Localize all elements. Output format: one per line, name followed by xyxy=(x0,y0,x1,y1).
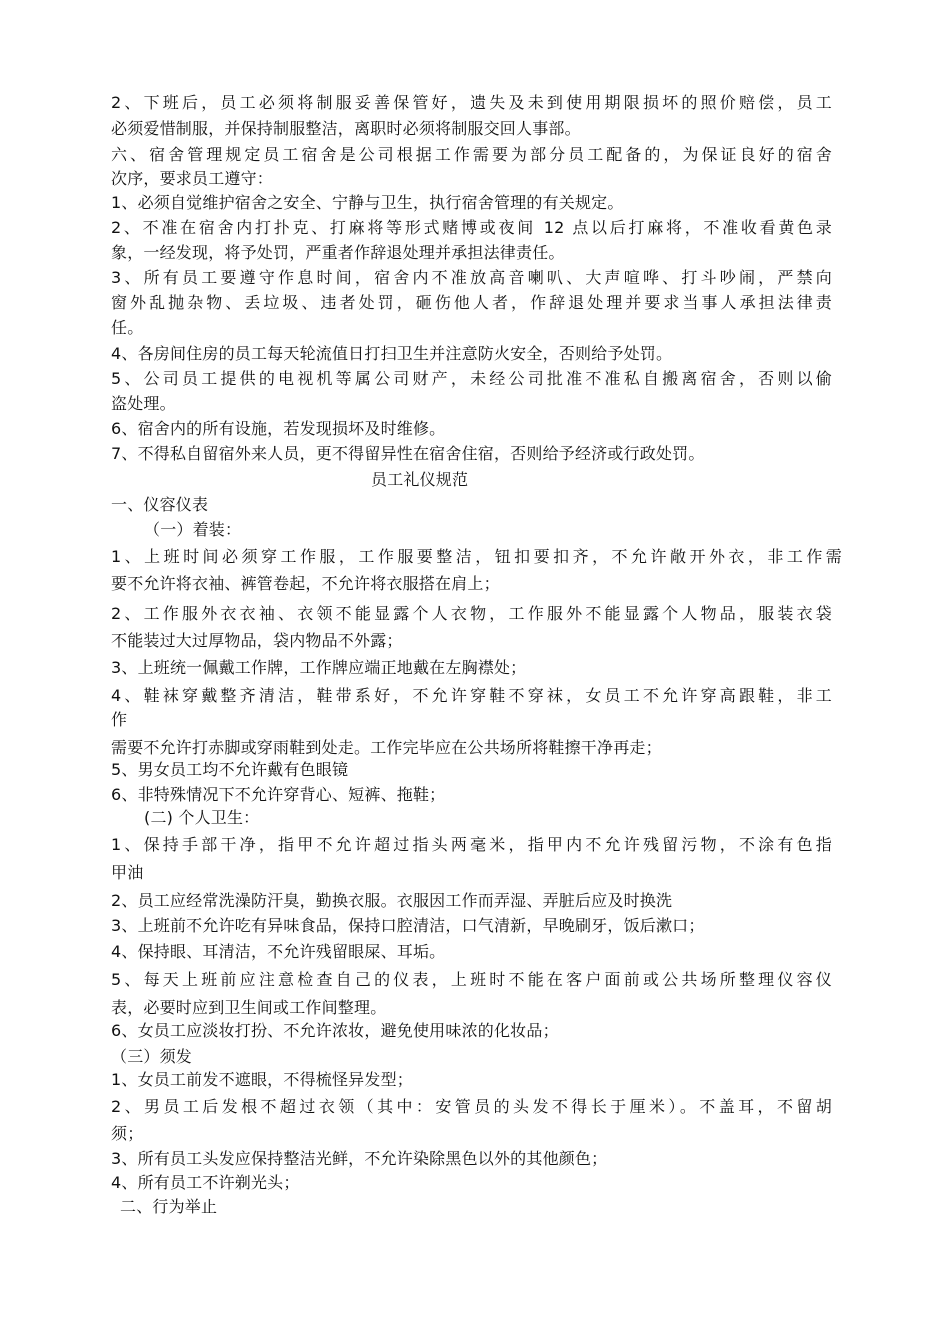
hygiene-item-line: 2、员工应经常洗澡防汗臭，勤换衣服。衣服因工作而弄湿、弄脏后应及时换洗 xyxy=(111,891,673,910)
hygiene-item-line: 3、上班前不允许吃有异味食品，保持口腔清洁，口气清新，早晚刷牙，饭后漱口； xyxy=(111,916,705,935)
etiquette-title: 员工礼仪规范 xyxy=(371,470,469,489)
hair-item-line: 2、男员工后发根不超过衣领（其中：安管员的头发不得长于厘米）。不盖耳，不留胡 xyxy=(111,1097,832,1116)
part-1-heading: 一、仪容仪表 xyxy=(111,495,209,514)
dormitory-item-7: 7、不得私自留宿外来人员，更不得留异性在宿舍住宿，否则给予经济或行政处罚。 xyxy=(111,444,705,463)
hygiene-heading: (二) 个人卫生： xyxy=(144,808,260,827)
part-2-heading: 二、行为举止 xyxy=(120,1197,218,1216)
hair-item-line: 4、所有员工不许剃光头； xyxy=(111,1173,300,1192)
dormitory-item-2-line-2: 象，一经发现，将予处罚，严重者作辞退处理并承担法律责任。 xyxy=(111,243,565,262)
dress-item-line: 6、非特殊情况下不允许穿背心、短裤、拖鞋； xyxy=(111,785,446,804)
dormitory-item-5-line-2: 盗处理。 xyxy=(111,394,176,413)
dormitory-item-4: 4、各房间住房的员工每天轮流值日打扫卫生并注意防火安全，否则给予处罚。 xyxy=(111,344,673,363)
hair-heading: （三）须发 xyxy=(111,1047,193,1066)
dress-item-line: 不能装过大过厚物品，袋内物品不外露； xyxy=(111,631,403,650)
dormitory-item-3-line-3: 任。 xyxy=(111,318,144,337)
dormitory-item-1: 1、必须自觉维护宿舍之安全、宁静与卫生，执行宿舍管理的有关规定。 xyxy=(111,193,624,212)
dormitory-item-3-line-1: 3、所有员工要遵守作息时间，宿舍内不准放高音喇叭、大声喧哗、打斗吵闹，严禁向 xyxy=(111,268,832,287)
dress-item-line: 5、男女员工均不允许戴有色眼镜 xyxy=(111,760,349,779)
dress-item-line: 需要不允许打赤脚或穿雨鞋到处走。工作完毕应在公共场所将鞋擦干净再走； xyxy=(111,738,662,757)
dormitory-item-5-line-1: 5、公司员工提供的电视机等属公司财产，未经公司批准不准私自搬离宿舍，否则以偷 xyxy=(111,369,832,388)
dress-item-line: 作 xyxy=(111,710,128,729)
dress-item-line: 2、工作服外衣衣袖、衣领不能显露个人衣物，工作服外不能显露个人物品，服装衣袋 xyxy=(111,604,832,623)
dormitory-heading-line-1: 六、宿舍管理规定员工宿舍是公司根据工作需要为部分员工配备的，为保证良好的宿舍 xyxy=(111,145,832,164)
hygiene-item-line: 5、每天上班前应注意检查自己的仪表，上班时不能在客户面前或公共场所整理仪容仪 xyxy=(111,970,832,989)
dress-heading: （一）着装： xyxy=(144,520,242,539)
hair-item-line: 1、女员工前发不遮眼，不得梳怪异发型； xyxy=(111,1070,413,1089)
uniform-item-2-line-2: 必须爱惜制服，并保持制服整洁，离职时必须将制服交回人事部。 xyxy=(111,119,581,138)
hair-item-line: 3、所有员工头发应保持整洁光鲜，不允许染除黑色以外的其他颜色； xyxy=(111,1149,608,1168)
dormitory-item-3-line-2: 窗外乱抛杂物、丢垃圾、违者处罚，砸伤他人者，作辞退处理并要求当事人承担法律责 xyxy=(111,293,832,312)
hygiene-item-line: 甲油 xyxy=(111,863,144,882)
dress-item-line: 3、上班统一佩戴工作牌，工作牌应端正地戴在左胸襟处； xyxy=(111,658,527,677)
hygiene-item-line: 表，必要时应到卫生间或工作间整理。 xyxy=(111,998,387,1017)
hair-item-line: 须； xyxy=(111,1124,144,1143)
uniform-item-2-line-1: 2、下班后，员工必须将制服妥善保管好，遗失及未到使用期限损坏的照价赔偿，员工 xyxy=(111,93,832,112)
dress-item-line: 1、上班时间必须穿工作服，工作服要整洁，钮扣要扣齐，不允许敞开外衣，非工作需 xyxy=(111,547,842,566)
hygiene-item-line: 4、保持眼、耳清洁，不允许残留眼屎、耳垢。 xyxy=(111,942,446,961)
dormitory-heading-line-2: 次序，要求员工遵守： xyxy=(111,169,274,188)
dress-item-line: 4、鞋袜穿戴整齐清洁，鞋带系好，不允许穿鞋不穿袜，女员工不允许穿高跟鞋，非工 xyxy=(111,686,832,705)
dormitory-item-2-line-1: 2、不准在宿舍内打扑克、打麻将等形式赌博或夜间 12 点以后打麻将，不准收看黄色录 xyxy=(111,218,832,237)
hygiene-item-line: 1、保持手部干净，指甲不允许超过指头两毫米，指甲内不允许残留污物，不涂有色指 xyxy=(111,835,832,854)
hygiene-item-line: 6、女员工应淡妆打扮、不允许浓妆，避免使用味浓的化妆品； xyxy=(111,1021,559,1040)
dress-item-line: 要不允许将衣袖、裤管卷起，不允许将衣服搭在肩上； xyxy=(111,574,500,593)
dormitory-item-6: 6、宿舍内的所有设施，若发现损坏及时维修。 xyxy=(111,419,446,438)
